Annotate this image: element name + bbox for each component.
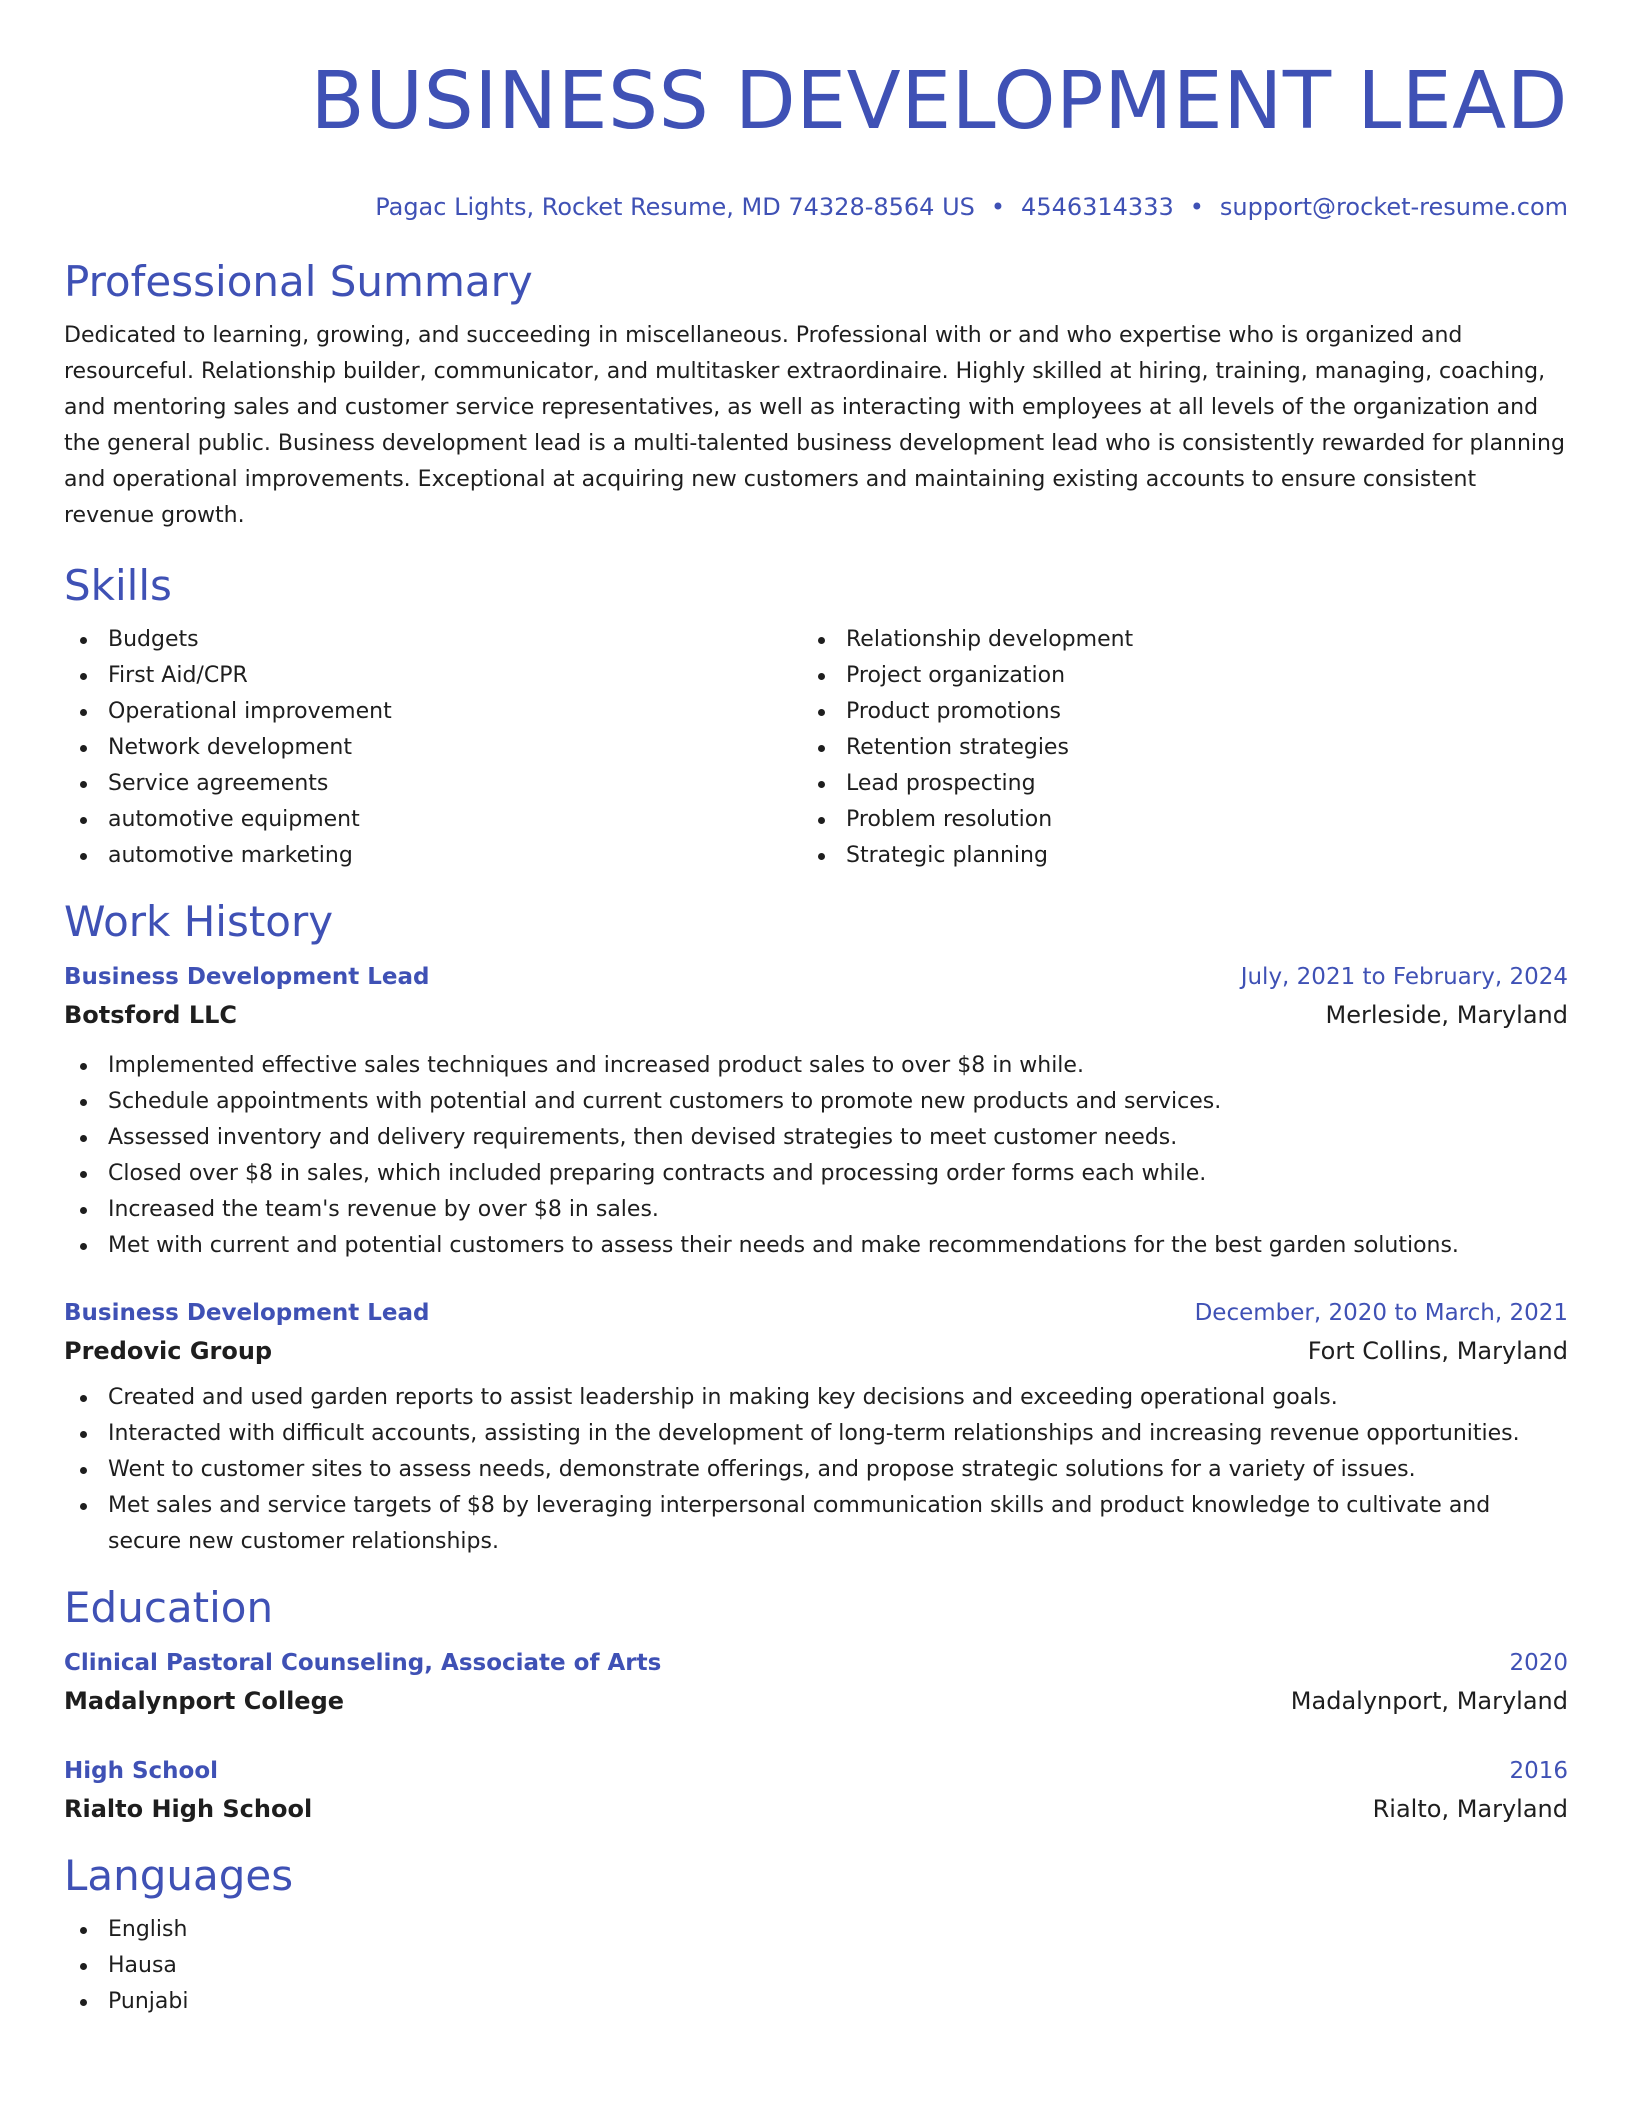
education-school-row [64,1682,1568,1720]
languages-list [64,1912,1568,2020]
skills-list-left [64,622,802,874]
skill-item: Network development [64,730,802,766]
education-entry [64,1644,1568,1720]
skill-item: Project organization [802,658,1133,694]
resume-title: BUSINESS DEVELOPMENT LEAD [310,55,1568,147]
skill-item: Operational improvement [64,694,802,730]
skill-item: automotive equipment [64,802,802,838]
job-title: Business Development Lead [64,1300,430,1326]
education-school-row [64,1790,1568,1828]
contact-line [64,192,1568,222]
job-bullet: Met with current and potential customers to assess their needs and make recommendations for the best garden solutions. [64,1228,1568,1264]
education-entry [64,1752,1568,1828]
language-item: Hausa [64,1948,1568,1984]
job-title: Business Development Lead [64,964,430,990]
job-entry [64,1294,1568,1560]
summary-heading: Professional Summary [64,257,533,306]
work-history-section [64,896,1568,1560]
job-title-row [64,958,1568,996]
language-item: Punjabi [64,1984,1568,2020]
resume-header [64,0,1568,222]
contact-separator: • [1189,193,1204,221]
job-company: Predovic Group [64,1337,273,1365]
job-company-row [64,996,1568,1034]
skill-item: First Aid/CPR [64,658,802,694]
education-degree: High School [64,1758,219,1784]
skill-item: Strategic planning [802,838,1133,874]
education-year: 2016 [1509,1758,1568,1784]
contact-email: support@rocket-resume.com [1219,193,1568,221]
job-bullet: Closed over $8 in sales, which included preparing contracts and processing order forms each while. [64,1156,1568,1192]
skill-item: automotive marketing [64,838,802,874]
language-item: English [64,1912,1568,1948]
job-company-row [64,1332,1568,1370]
skills-list-right [802,622,1133,874]
job-dates: July, 2021 to February, 2024 [1240,964,1568,990]
skill-item: Relationship development [802,622,1133,658]
job-bullets [64,1048,1568,1264]
job-bullets [64,1380,1568,1560]
skill-item: Problem resolution [802,802,1133,838]
skill-item: Lead prospecting [802,766,1133,802]
skill-item: Retention strategies [802,730,1133,766]
skills-section [64,560,1568,874]
education-heading: Education [64,1583,274,1632]
education-degree: Clinical Pastoral Counseling, Associate of Arts [64,1650,662,1676]
job-bullet: Implemented effective sales techniques and increased product sales to over $8 in while. [64,1048,1568,1084]
job-location: Fort Collins, Maryland [1307,1337,1568,1365]
summary-text: Dedicated to learning, growing, and succeeding in miscellaneous. Professional with or and who expertise who is organized and resourceful. Relationship builder, communicator, and multitasker extraordinaire. Highly skilled at hiring, training, managing, coaching, and mentoring sales and customer service representatives, as well as interacting with employees at all levels of the organization and the general public. Business development lead is a multi-talented business development lead who is consistently rewarded for planning and operational improvements. Exceptional at acquiring new customers and maintaining existing accounts to ensure consistent revenue growth. [64,323,1565,528]
job-bullet: Created and used garden reports to assist leadership in making key decisions and exceeding operational goals. [64,1380,1568,1416]
education-degree-row [64,1644,1568,1682]
contact-separator: • [990,193,1006,221]
skills-heading: Skills [64,561,172,610]
job-company: Botsford LLC [64,1001,238,1029]
work-history-heading: Work History [64,897,334,946]
languages-heading: Languages [64,1851,294,1900]
job-bullet: Assessed inventory and delivery requirements, then devised strategies to meet customer needs. [64,1120,1568,1156]
job-bullet: Met sales and service targets of $8 by leveraging interpersonal communication skills and product knowledge to cultivate and secure new customer relationships. [64,1488,1568,1560]
summary-section [64,256,1568,534]
job-location: Merleside, Maryland [1325,1001,1568,1029]
job-bullet: Interacted with difficult accounts, assisting in the development of long-term relationships and increasing revenue opportunities. [64,1416,1568,1452]
education-year: 2020 [1509,1650,1568,1676]
languages-section [64,1850,1568,2020]
education-location: Madalynport, Maryland [1290,1687,1568,1715]
skill-item: Budgets [64,622,802,658]
skill-item: Service agreements [64,766,802,802]
education-school: Madalynport College [64,1687,345,1715]
job-bullet: Increased the team's revenue by over $8 in sales. [64,1192,1568,1228]
education-section [64,1582,1568,1828]
job-dates: December, 2020 to March, 2021 [1194,1300,1568,1326]
skills-grid [64,622,1568,874]
education-school: Rialto High School [64,1795,313,1823]
job-bullet: Went to customer sites to assess needs, demonstrate offerings, and propose strategic solutions for a variety of issues. [64,1452,1568,1488]
job-title-row [64,1294,1568,1332]
job-bullet: Schedule appointments with potential and current customers to promote new products and services. [64,1084,1568,1120]
education-degree-row [64,1752,1568,1790]
skill-item: Product promotions [802,694,1133,730]
education-location: Rialto, Maryland [1372,1795,1568,1823]
contact-address: Pagac Lights, Rocket Resume, MD 74328-8564 US [375,193,975,221]
job-entry [64,958,1568,1264]
contact-phone: 4546314333 [1021,193,1174,221]
